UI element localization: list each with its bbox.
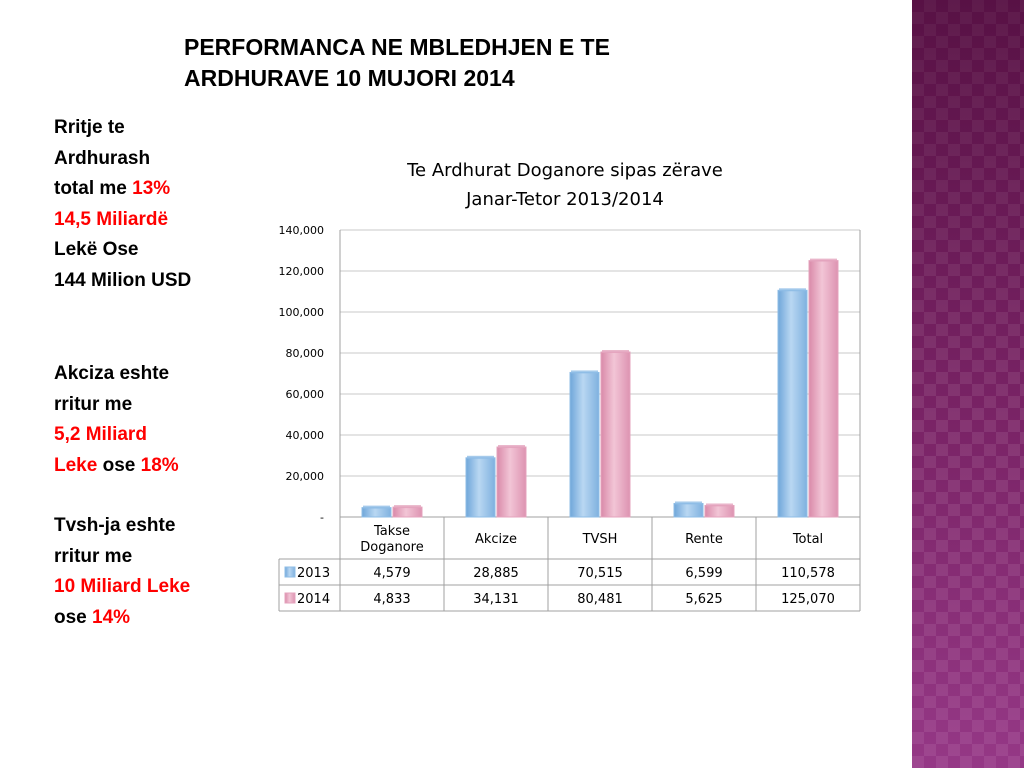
data-label-2014: 80,481: [577, 592, 623, 607]
y-tick-label: 120,000: [278, 265, 324, 278]
y-tick-label: 40,000: [285, 429, 324, 442]
note2-line2: rritur me: [54, 393, 133, 415]
y-tick-label: -: [320, 511, 324, 524]
bar-2014: [497, 447, 526, 517]
bar-top-2014: [602, 350, 629, 353]
data-label-2014: 125,070: [781, 592, 835, 607]
bar-top-2014: [394, 505, 421, 508]
bar-2013: [466, 458, 495, 517]
note1-line1: Rritje te: [54, 117, 125, 138]
data-label-2014: 4,833: [373, 592, 411, 607]
data-label-2014: 5,625: [685, 592, 723, 607]
x-category-label: TVSH: [582, 532, 618, 547]
note3-line1: Tvsh-ja eshte: [54, 515, 176, 536]
y-tick-label: 80,000: [285, 347, 324, 360]
legend-swatch-2013: [285, 567, 295, 577]
bar-2014: [809, 261, 838, 517]
x-category-label: Total: [792, 532, 824, 547]
data-label-2013: 6,599: [685, 566, 723, 581]
chart-title-line2: Janar-Tetor 2013/2014: [466, 189, 664, 210]
y-tick-label: 60,000: [285, 388, 324, 401]
bar-2013: [674, 503, 703, 517]
slide-title-line1: PERFORMANCA NE MBLEDHJEN E TE: [184, 34, 610, 60]
y-tick-label: 100,000: [278, 306, 324, 319]
note1-line2: Ardhurash: [54, 147, 151, 169]
note1-line3-prefix: total me: [54, 178, 133, 199]
x-category-label: Takse Doganore: [360, 524, 424, 555]
note3-percent: 14%: [92, 606, 131, 628]
bar-2014: [393, 507, 422, 517]
bar-top-2013: [675, 501, 702, 504]
bar-2013: [362, 508, 391, 517]
legend-label-2014: 2014: [297, 592, 331, 607]
bar-top-2014: [706, 503, 733, 506]
note3-amount: 10 Miliard Leke: [54, 576, 191, 597]
y-tick-label: 140,000: [278, 224, 324, 237]
chart-title-line1: Te Ardhurat Doganore sipas zërave: [407, 160, 723, 181]
data-label-2013: 70,515: [577, 566, 623, 581]
data-label-2014: 34,131: [473, 592, 519, 607]
note2-ose: ose: [97, 454, 141, 476]
data-label-2013: 28,885: [473, 566, 519, 581]
bar-top-2014: [810, 259, 837, 262]
note3-ose: ose: [54, 606, 93, 628]
bar-top-2013: [467, 456, 494, 459]
note2-line1: Akciza eshte: [54, 363, 170, 384]
note1-line6: 144 Milion USD: [54, 269, 192, 291]
slide-title-line2: ARDHURAVE 10 MUJORI 2014: [184, 65, 515, 91]
note1-line5: Lekë Ose: [54, 239, 139, 260]
note2-percent: 18%: [140, 454, 179, 476]
note3-line2: rritur me: [54, 545, 133, 567]
bar-top-2013: [571, 370, 598, 373]
note1-amount: 14,5 Miliardë: [54, 208, 169, 230]
legend-swatch-2014: [285, 593, 295, 603]
bar-2014: [705, 505, 734, 517]
bar-top-2013: [363, 506, 390, 509]
x-category-label: Akcize: [474, 532, 518, 547]
bar-top-2014: [498, 445, 525, 448]
data-label-2013: 4,579: [373, 566, 411, 581]
data-label-2013: 110,578: [781, 566, 835, 581]
x-category-label: Rente: [685, 532, 723, 547]
note1-percent: 13%: [132, 178, 171, 199]
legend-label-2013: 2013: [297, 566, 331, 581]
bar-top-2013: [779, 288, 806, 291]
y-tick-label: 20,000: [285, 470, 324, 483]
note2-currency: Leke: [54, 454, 98, 476]
bar-2013: [570, 372, 599, 517]
bar-2013: [778, 290, 807, 517]
note2-amount: 5,2 Miliard: [54, 424, 147, 445]
bar-2014: [601, 352, 630, 517]
